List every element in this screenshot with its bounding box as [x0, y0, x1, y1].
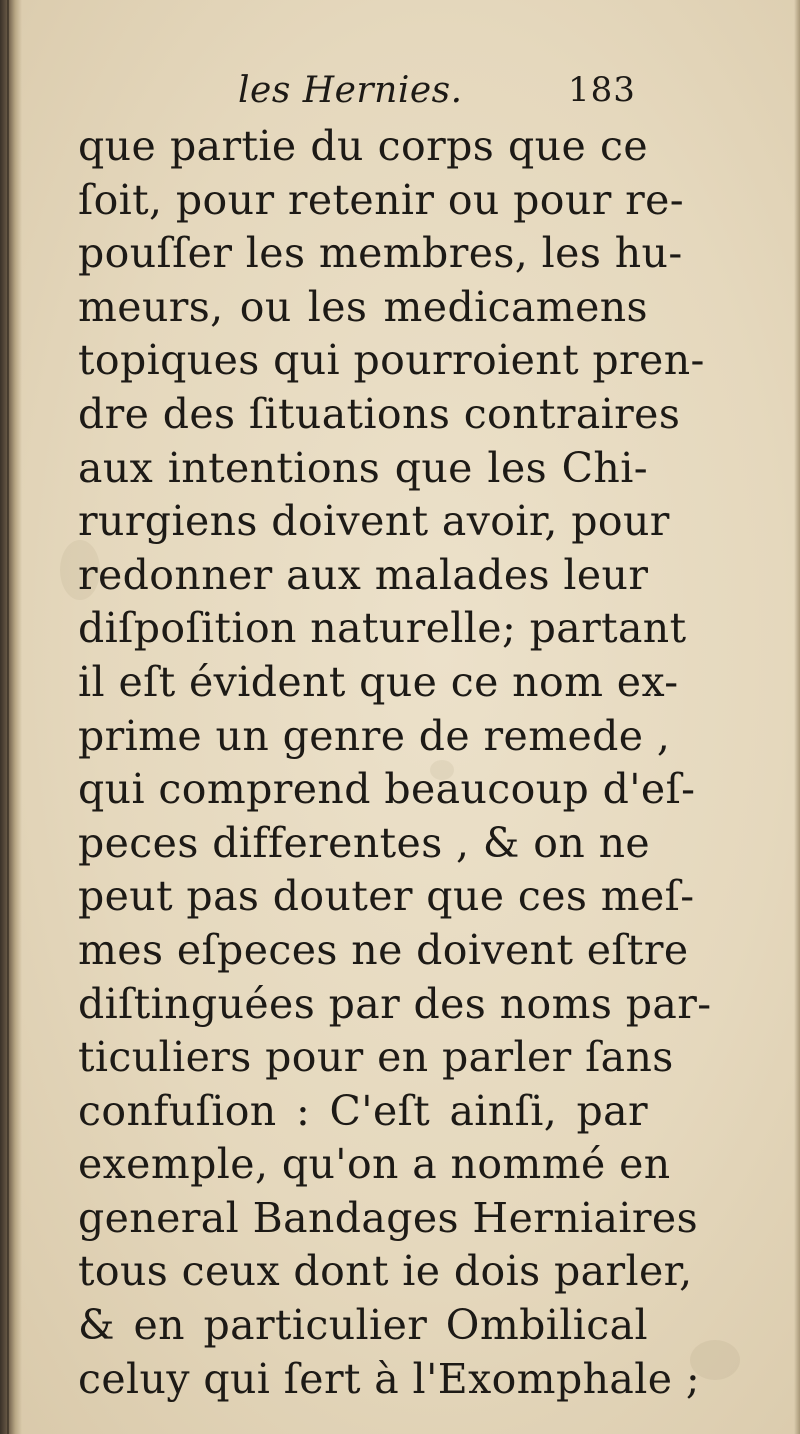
text-line: tous ceux dont ie dois parler, — [78, 1247, 693, 1296]
text-line: mes eſpeces ne doivent eſtre — [78, 925, 689, 974]
text-line: topiques qui pourroient pren- — [78, 336, 705, 385]
text-line: & en particulier Ombilical — [78, 1301, 648, 1350]
text-line: qui comprend beaucoup d'eſ- — [78, 765, 696, 814]
text-line: prime un genre de remede , — [78, 711, 671, 760]
body-text — [78, 120, 712, 1406]
text-line: que partie du corps que ce — [78, 122, 648, 170]
text-line: peut pas douter que ces meſ- — [78, 872, 695, 921]
page-number: 183 — [568, 70, 636, 110]
text-line: ticuliers pour en parler ſans — [78, 1033, 674, 1082]
text-line: exemple, qu'on a nommé en — [78, 1140, 671, 1189]
running-title: les Hernies. — [238, 70, 463, 111]
page-spine-shadow — [0, 0, 22, 1434]
text-line: peces differentes , & on ne — [78, 818, 651, 867]
text-line: diſtinguées par des noms par- — [78, 979, 712, 1028]
text-line: confuſion : C'eſt ainſi, par — [78, 1086, 648, 1135]
text-line: pouſſer les membres, les hu- — [78, 229, 683, 278]
text-line: celuy qui ſert à l'Exomphale ; — [78, 1354, 701, 1403]
text-line: diſpoſition naturelle; partant — [78, 604, 687, 653]
page-header — [78, 64, 638, 120]
text-line: rurgiens doivent avoir, pour — [78, 497, 670, 546]
binding-edge — [7, 0, 9, 1434]
text-line: il eſt évident que ce nom ex- — [78, 657, 679, 706]
text-line: dre des ſituations contraires — [78, 389, 681, 438]
text-line: redonner aux malades leur — [78, 550, 649, 599]
text-line: meurs, ou les medicamens — [78, 282, 648, 331]
text-line: aux intentions que les Chi- — [78, 443, 648, 492]
text-line: ſoit, pour retenir ou pour re- — [78, 175, 685, 224]
page-edge — [794, 0, 800, 1434]
text-line: general Bandages Herniaires — [78, 1193, 699, 1242]
